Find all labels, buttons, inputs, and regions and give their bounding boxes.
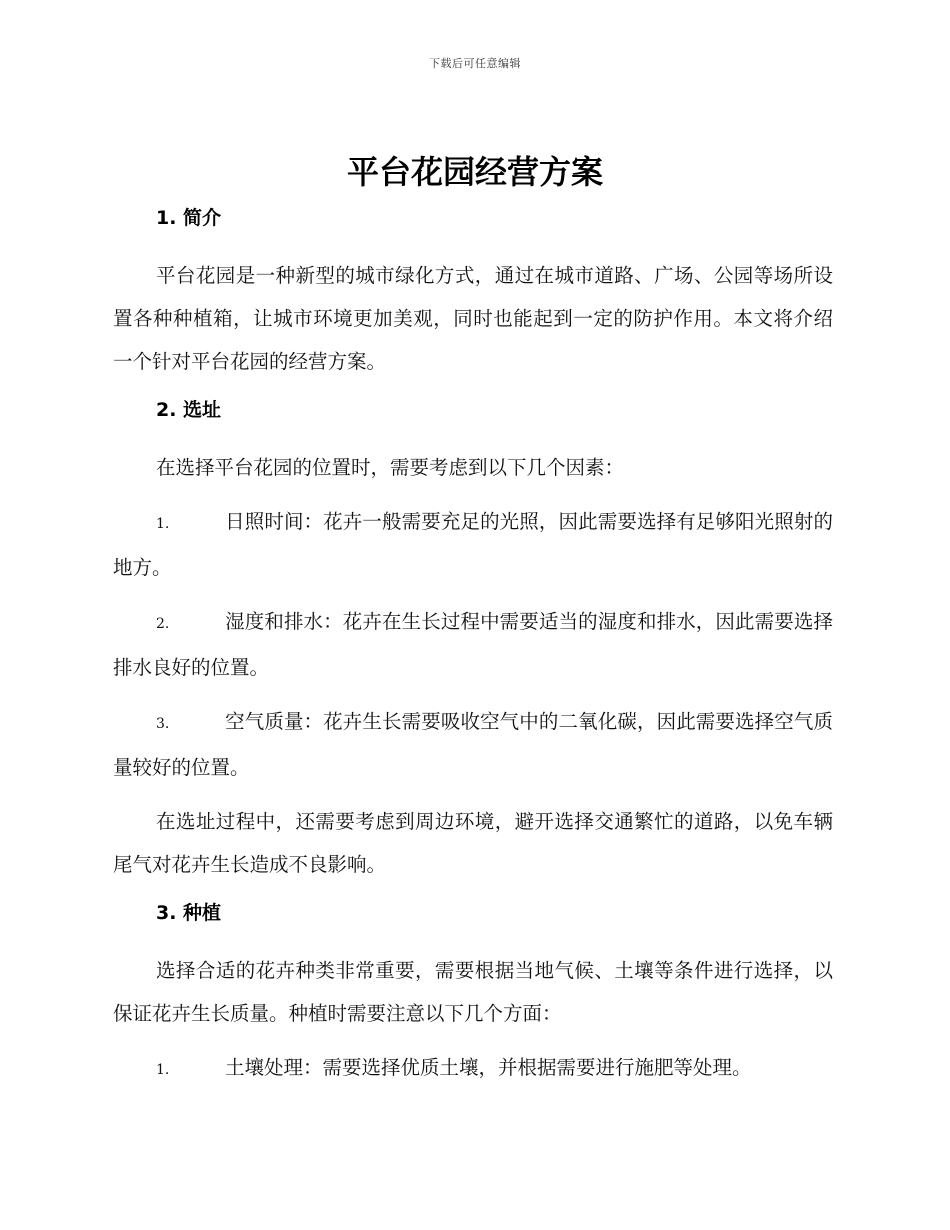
- paragraph: 在选址过程中，还需要考虑到周边环境，避开选择交通繁忙的道路，以免车辆尾气对花卉生长造成不良影响。: [113, 810, 833, 876]
- list-item-text: 日照时间：花卉一般需要充足的光照，因此需要选择有足够阳光照射的地方。: [113, 510, 833, 579]
- section-heading: 2. 选址: [156, 399, 222, 421]
- section-heading: 3. 种植: [156, 902, 222, 924]
- list-item-text: 湿度和排水：花卉在生长过程中需要适当的湿度和排水，因此需要选择排水良好的位置。: [113, 610, 833, 679]
- section-site-selection: [113, 394, 833, 886]
- list-number: 2.: [156, 616, 170, 632]
- paragraph: 在选择平台花园的位置时，需要考虑到以下几个因素：: [156, 456, 625, 479]
- list-item-text: 土壤处理：需要选择优质土壤，并根据需要进行施肥等处理。: [225, 1056, 752, 1079]
- document-body: [113, 202, 833, 1103]
- list-item: [113, 1046, 833, 1092]
- paragraph: 选择合适的花卉种类非常重要，需要根据当地气候、土壤等条件进行选择，以保证花卉生长质量。种植时需要注意以下几个方面：: [113, 959, 833, 1025]
- paragraph: 平台花园是一种新型的城市绿化方式，通过在城市道路、广场、公园等场所设置各种种植箱，让城市环境更加美观，同时也能起到一定的防护作用。本文将介绍一个针对平台花园的经营方案。: [113, 264, 833, 373]
- section-heading: 1. 简介: [156, 207, 222, 229]
- list-number: 1.: [156, 1062, 170, 1078]
- section-planting: [113, 897, 833, 1092]
- list-item-text: 空气质量：花卉生长需要吸收空气中的二氧化碳，因此需要选择空气质量较好的位置。: [113, 710, 833, 779]
- header-note: 下载后可任意编辑: [429, 57, 521, 70]
- list-item: [113, 600, 833, 689]
- list-item: [113, 700, 833, 789]
- document-title: 平台花园经营方案: [346, 153, 603, 191]
- list-number: 3.: [156, 716, 170, 732]
- list-item: [113, 500, 833, 589]
- section-intro: [113, 202, 833, 383]
- list-number: 1.: [156, 516, 170, 532]
